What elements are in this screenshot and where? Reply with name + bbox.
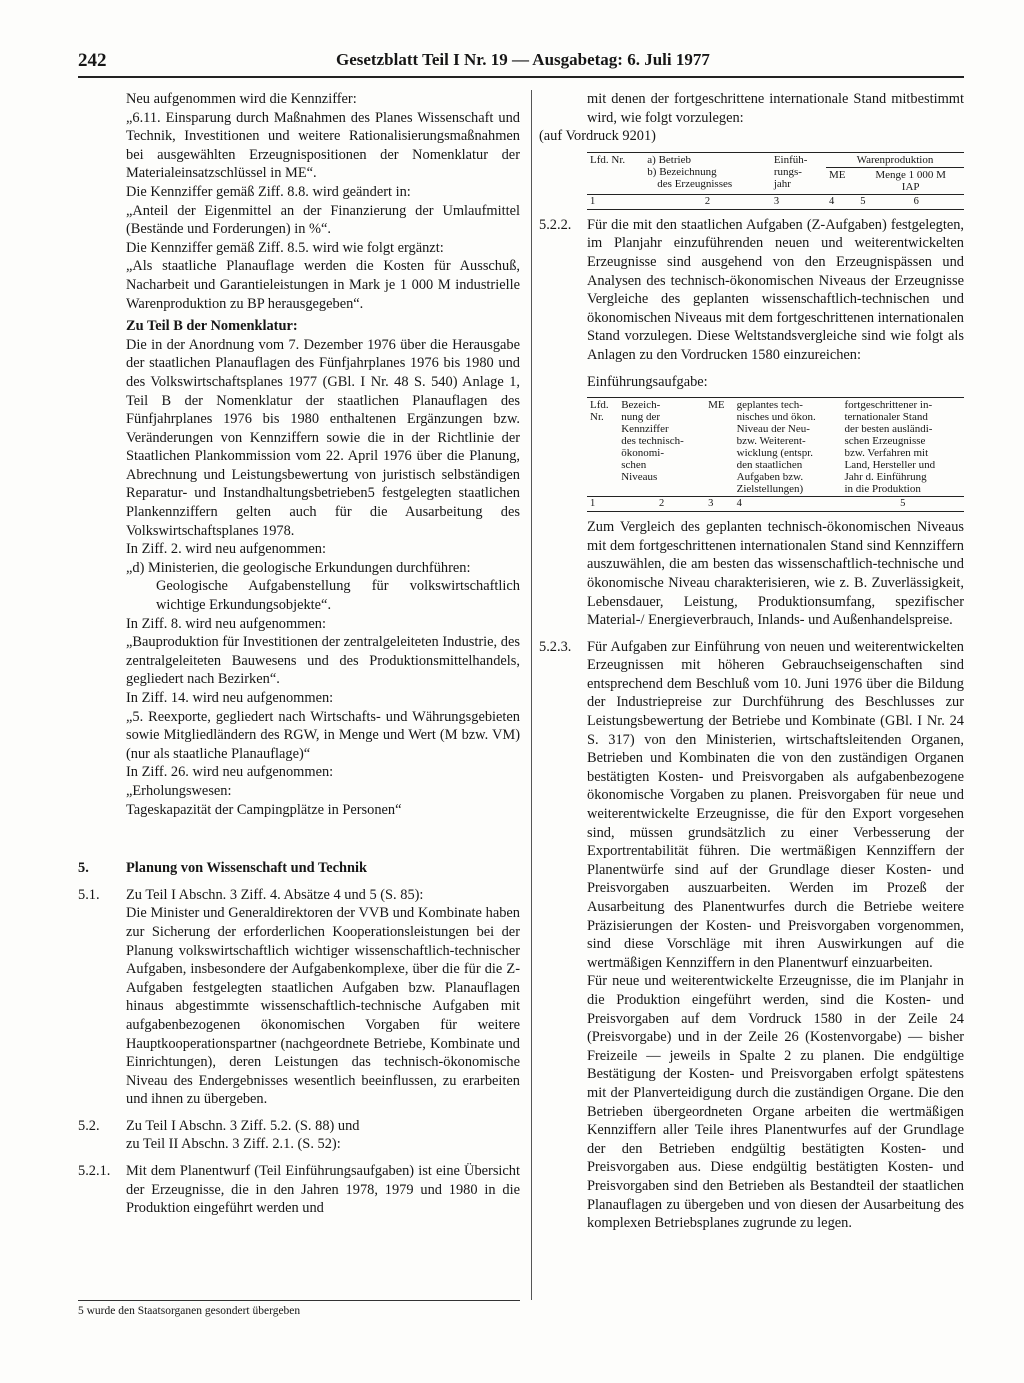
footnote: 5 wurde den Staatsorganen gesondert übergeben [78, 1300, 520, 1317]
quoted-paragraph: „d) Ministerien, die geologische Erkundungen durchführen: [126, 559, 471, 576]
section-title-cont: zu Teil II Abschn. 3 Ziff. 2.1. (S. 52): [126, 1136, 341, 1153]
right-column [539, 90, 964, 1233]
table-header: ME [828, 168, 846, 181]
quoted-paragraph: „Erholungswesen: [126, 782, 232, 799]
section-number: 5.2.3. [539, 638, 572, 655]
section-number: 5.1. [78, 886, 100, 903]
section-5-2 [78, 1117, 520, 1136]
paragraph: In Ziff. 2. wird neu aufgenommen: [126, 541, 326, 558]
section-number: 5. [78, 860, 89, 877]
spacer [539, 365, 964, 373]
gazette-title: Gesetzblatt Teil I Nr. 19 — Ausgabetag: 6. Juli 1977 [336, 50, 710, 69]
column-number: 4 [734, 497, 842, 512]
quoted-paragraph: Geologische Aufgabenstellung für volkswirtschaftlich wichtige Erkundungsobjekte“. [156, 578, 520, 614]
section-title: Zu Teil I Abschn. 3 Ziff. 4. Absätze 4 und 5 (S. 85): [126, 886, 424, 903]
column-number: 2 [644, 194, 771, 209]
table-header: Einfüh- rungs- jahr [771, 152, 826, 194]
paragraph: Zum Vergleich des geplanten technisch-ökonomischen Niveaus mit dem fortgeschrittenen internationalen Stand sind Kennziffern auszuwählen, die am besten das wissenschaftlich-technische und ökonomische Niveau charakterisieren, wie z. B. Zuverlässigkeit, Lebensdauer, Leistung, Produktionsumfang, spezifischer Material-/ Energieverbrauch, Inlands- und Außenhandelspreise. [587, 519, 964, 629]
quoted-paragraph: „Als staatliche Planauflage werden die Kosten für Ausschuß, Nacharbeit und Garantieleistungen in Mark je 1 000 M industrielle Warenproduktion zu BP herausgegeben“. [126, 258, 520, 312]
paragraph: Die in der Anordnung vom 7. Dezember 1976 über die Herausgabe der staatlichen Planauflagen des Fünfjahrplanes 1976 bis 1980 und des Volkswirtschaftsplanes 1977 (GBl. I Nr. 48 S. 540) Anlage 1, Teil B der Nomenklatur der staatlichen Planauflagen des Fünfjahrplanes 1976 bis 1980 enthaltenen Ergänzungen bzw. Veränderungen von Kennziffern sowie die in der Richtlinie der Staatlichen Plankommission vom 22. April 1976 über die Planung, Abrechnung und Leistungsbewertung von juristisch selbständigen Reparatur- und Instandhaltungsbetrieben5 festgelegten staatlichen Plankennziffern gelten auch für die Ausarbeitung des Volkswirtschaftsplanes 1978. [126, 336, 520, 539]
column-number: 5 [857, 194, 910, 209]
table-header: Warenproduktion [826, 152, 964, 167]
section-text: Mit dem Planentwurf (Teil Einführungsaufgaben) ist eine Übersicht der Erzeugnisse, die in den Jahren 1978, 1979 und 1980 in die Produktion eingeführt werden und [126, 1163, 520, 1217]
section-text: Für die mit den staatlichen Aufgaben (Z-Aufgaben) festgelegten, im Planjahr einzuführenden neuen und weiterentwickelten Erzeugnisse sind ausgehend von den Erzeugnispässen und Analysen des technisch-ökonomischen Niveaus der Erzeugnisse Vergleiche des geplanten wissenschaftlich-technischen und ökonomischen Niveaus mit dem fortgeschrittenen internationalen Stand vorzulegen. Diese Weltstandsvergleiche sind wie folgt als Anlagen zu den Vordrucken 1580 einzureichen: [587, 216, 964, 363]
paragraph: In Ziff. 26. wird neu aufgenommen: [126, 764, 334, 781]
section-5-2-3 [539, 638, 964, 973]
section-5-2-1 [78, 1162, 520, 1218]
section-number: 5.2.2. [539, 216, 572, 233]
column-number: 5 [841, 497, 964, 512]
paragraph: Für neue und weiterentwickelte Erzeugnisse, die im Planjahr in die Produktion eingeführt werden, sind die Kosten- und Preisvorgaben auf dem Vordruck 1580 in der Zeile 24 (Preisvorgabe) und in der Zeile 26 (Kostenvorgabe) — bisher Freizeile — jeweils in Spalte 2 zu planen. Die endgültige Bestätigung der Kosten- und Preisvorgaben erfolgt spätestens mit der Planverteidigung durch die zuständigen Organe. Die den Betrieben übergeordneten Organe arbeiten die wertmäßigen Kennziffern aller Teile ihres Planentwurfes auf der Grundlage der den Betrieben endgültig bestätigten Kosten- und Preisvorgaben aus. Diese endgültig bestätigten Kosten- und Preisvorgaben sind den Betrieben als Bestandteil der staatlichen Planauflagen zu übergeben und von diesen der Ausarbeitung des komplexen Betriebsplanes zugrunde zu legen. [587, 973, 964, 1232]
table-header: fortgeschrittener in- ternationaler Stand der besten ausländi- schen Erzeugnisse bzw. Verfahren mit Land, Hersteller und Jahr d. Einführung in die Produktion [841, 398, 964, 497]
table-einfuehrungsaufgabe [587, 397, 964, 512]
section-title: Planung von Wissenschaft und Technik [126, 860, 368, 877]
section-5-1 [78, 886, 520, 905]
column-number: 1 [587, 194, 644, 209]
column-number: 3 [771, 194, 826, 209]
paragraph: In Ziff. 14. wird neu aufgenommen: [126, 690, 334, 706]
table-header: Menge 1 000 M IAP [875, 168, 946, 193]
section-5-2-2 [539, 216, 964, 365]
form-reference: (auf Vordruck 9201) [539, 128, 656, 145]
quoted-paragraph: „6.11. Einsparung durch Maßnahmen des Planes Wissenschaft und Technik, Investitionen und weitere Rationalisierungsmaßnahmen bei ausgewählten Erzeugnispositionen der Nomenklatur der Materialeinsatzschlüssel in ME“. [126, 109, 520, 182]
section-text: Für Aufgaben zur Einführung von neuen und weiterentwickelten Erzeugnissen mit höheren Gebrauchseigenschaften sind entsprechend dem Beschluß vom 10. Juni 1976 über die Bildung der Industriepreise zur Durchführung des Beschlusses zur Leistungsbewertung der Betriebe und Kombinate (GBl. I Nr. 24 S. 317) von den Ministerien, wirtschaftsleitenden Organen, Betrieben und Kombinaten die von den zuständigen Organen bestätigten Kosten- und Preisvorgaben als aufgabenbezogene ökonomische Vorgaben zu planen. Preisvorgaben für neue und weiterentwickelte Erzeugnisse, die für den Export vorgesehen sind, müssen grundsätzlich zu einer Verbesserung der Exportrentabilität führen. Die wertmäßigen Kennziffern der Planentwürfe sind auf der Grundlage dieser Kosten- und Preisvorgaben auszuarbeiten. Werden im Prozeß der Ausarbeitung des Planentwurfes durch die Betriebe weitere Präzisierungen der Kosten- und Preisvorgaben vorgenommen, sind diese Vorschläge mit ihren Auswirkungen auf die wertmäßigen Kennziffern in den Planentwurf einzuarbeiten. [587, 638, 964, 971]
column-number: 4 [826, 194, 857, 209]
paragraph: Die Minister und Generaldirektoren der VVB und Kombinate haben zur Sicherung der erforderlichen Kooperationsleistungen bei der Planung volkswirtschaftlich wichtiger wissenschaftlich-technischer Aufgaben, insbesondere der Aufgabenkomplexe, über die für die Z-Aufgaben festgelegten staatlichen Aufgaben bzw. Planauflagen hinaus abgestimmte wissenschaftlich-technische Aufgaben mit aufgabenbezogenen ökonomischen Vorgaben für weitere Hauptkooperationspartner (nachgeordnete Betriebe, Kombinate und Einrichtungen), deren Leistungen das technisch-ökonomische Niveau des Endergebnisses wesentlich beeinflussen, zu erarbeiten und ihnen zu übergeben. [126, 905, 520, 1108]
quoted-paragraph: „Bauproduktion für Investitionen der zentralgeleiteten Industrie, des zentralgeleiteten Bauwesens und des Produktionsmittelhandels, gegliedert nach Bezirken“. [126, 634, 520, 688]
table-header: geplantes tech- nisches und ökon. Niveau der Neu- bzw. Weiterent- wicklung (entspr. den staatlichen Aufgaben bzw. Zielstellungen) [734, 398, 842, 497]
column-number: 2 [618, 497, 705, 512]
page-header [78, 46, 964, 78]
section-number: 5.2. [78, 1117, 100, 1134]
spacer [78, 1154, 520, 1162]
paragraph: Neu aufgenommen wird die Kennziffer: [126, 91, 357, 107]
spacer [78, 1109, 520, 1117]
paragraph: In Ziff. 8. wird neu aufgenommen: [126, 615, 326, 632]
spacer [539, 630, 964, 638]
quoted-paragraph: Tageskapazität der Campingplätze in Personen“ [126, 801, 402, 818]
table-title: Einführungsaufgabe: [587, 373, 708, 390]
table-header: Lfd. Nr. [587, 398, 618, 497]
section-title: Zu Teil I Abschn. 3 Ziff. 5.2. (S. 88) und [126, 1117, 360, 1134]
table-header: Bezeich- nung der Kennziffer des technisch- ökonomi- schen Niveaus [618, 398, 705, 497]
paragraph: Die Kennziffer gemäß Ziff. 8.5. wird wie folgt ergänzt: [126, 239, 444, 256]
table-header: ME [705, 398, 734, 497]
subheading: Zu Teil B der Nomenklatur: [126, 318, 298, 335]
page-number: 242 [78, 50, 107, 71]
section-number: 5.2.1. [78, 1163, 111, 1180]
quoted-paragraph: „5. Reexporte, gegliedert nach Wirtschafts- und Währungsgebieten sowie Mitgliedländern des RGW, in Menge und Wert (M bzw. VM) (nur als staatliche Planauflage)“ [126, 708, 520, 762]
column-number: 1 [587, 497, 618, 512]
column-number: 6 [911, 194, 964, 209]
table-header: a) Betrieb b) Bezeichnung des Erzeugnisses [644, 152, 771, 194]
paragraph: Die Kennziffer gemäß Ziff. 8.8. wird geändert in: [126, 183, 411, 200]
quoted-paragraph: „Anteil der Eigenmittel an der Finanzierung der Umlaufmittel (Bestände und Forderungen) in %“. [126, 202, 520, 238]
paragraph: mit denen der fortgeschrittene internationale Stand mitbestimmt wird, wie folgt vorzulegen: [587, 91, 964, 126]
column-number: 3 [705, 497, 734, 512]
table-header: Lfd. Nr. [587, 152, 644, 194]
section-5 [78, 859, 520, 878]
spacer [78, 878, 520, 886]
table-vordruck-9201 [587, 152, 964, 210]
left-column [78, 90, 520, 1218]
column-divider [531, 90, 532, 1300]
spacer [78, 819, 520, 859]
